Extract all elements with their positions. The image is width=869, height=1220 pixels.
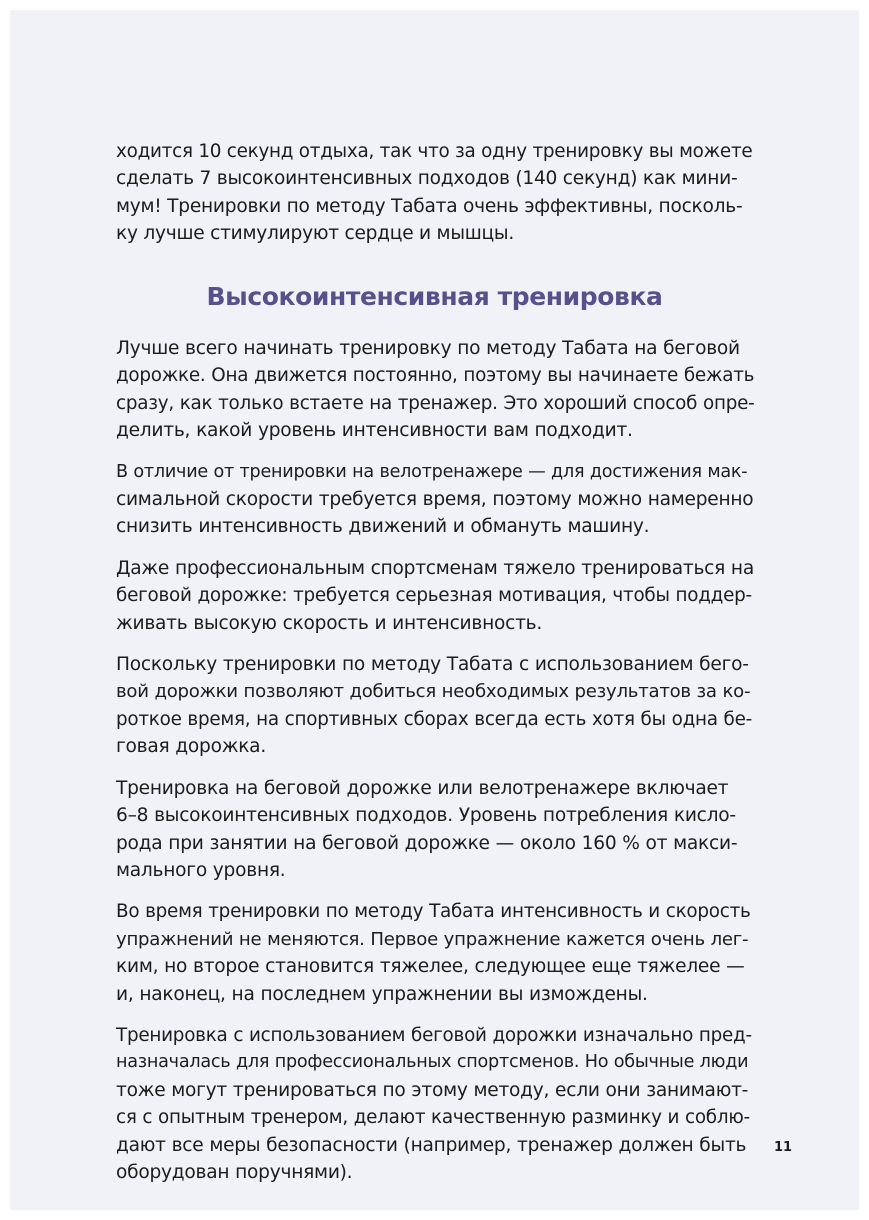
text-line: вой дорожки позволяют добиться необходимых результатов за ко- <box>116 681 751 703</box>
text-line: Тренировка на беговой дорожке или велотренажере включает <box>116 777 729 799</box>
text-line: Поскольку тренировки по методу Табата с использованием бего- <box>116 654 749 676</box>
text-line: говая дорожка. <box>116 736 266 758</box>
text-line: Лучше всего начинать тренировку по методу Табата на беговой <box>116 338 740 359</box>
book-page <box>10 10 859 1210</box>
text-line: ся с опытным тренером, делают качественную разминку и соблю- <box>116 1107 750 1129</box>
paragraph <box>116 651 756 761</box>
text-line: упражнений не меняются. Первое упражнение кажется очень лег- <box>116 928 749 950</box>
text-line: сразу, как только встаете на тренажер. Это хороший способ опре- <box>116 392 755 414</box>
text-line: мального уровня. <box>116 859 286 881</box>
text-line: делить, какой уровень интенсивности вам подходит. <box>116 420 633 442</box>
text-line: мум! Тренировки по методу Табата очень эффективны, посколь- <box>116 195 743 217</box>
text-line: и, наконец, на последнем упражнении вы измождены. <box>116 983 648 1005</box>
section-title: Высокоинтенсивная тренировка <box>206 282 663 311</box>
text-line: рода при занятии на беговой дорожке — около 160 % от макси- <box>116 832 738 854</box>
text-line: Тренировка с использованием беговой дорожки изначально пред- <box>116 1024 752 1046</box>
body-text <box>116 335 756 1200</box>
text-line: ходится 10 секунд отдыха, так что за одну тренировку вы можете <box>116 141 753 162</box>
paragraph <box>116 898 756 1008</box>
text-line: ким, но второе становится тяжелее, следующее еще тяжелее — <box>116 956 745 978</box>
continuation-paragraph <box>116 138 756 248</box>
text-line: Во время тренировки по методу Табата интенсивность и скорость <box>116 901 751 923</box>
text-line: снизить интенсивность движений и обмануть машину. <box>116 516 650 538</box>
text-line: сделать 7 высокоинтенсивных подходов (140 секунд) как мини- <box>116 168 738 190</box>
page-number: 11 <box>774 1140 793 1155</box>
paragraph <box>116 459 756 541</box>
text-line: оборудован поручнями). <box>116 1161 353 1183</box>
text-line: симальной скорости требуется время, поэтому можно намеренно <box>116 489 754 511</box>
paragraph <box>116 335 756 445</box>
text-line: живать высокую скорость и интенсивность. <box>116 612 543 634</box>
text-line: В отличие от тренировки на велотренажере — для достижения мак- <box>116 461 748 482</box>
text-line: 6–8 высокоинтенсивных подходов. Уровень потребления кисло- <box>116 805 736 827</box>
text-line: Даже профессиональным спортсменам тяжело тренироваться на <box>116 557 754 579</box>
text-line: ку лучше стимулируют сердце и мышцы. <box>116 223 515 245</box>
text-line: роткое время, на спортивных сборах всегда есть хотя бы одна бе- <box>116 708 753 730</box>
paragraph <box>116 775 756 885</box>
text-line: назначалась для профессиональных спортсменов. Но обычные люди <box>116 1052 749 1073</box>
paragraph <box>116 1022 756 1186</box>
text-line: беговой дорожке: требуется серьезная мотивация, чтобы поддер- <box>116 585 752 607</box>
text-line: тоже могут тренироваться по этому методу, если они занимают- <box>116 1079 749 1101</box>
text-line: дорожке. Она движется постоянно, поэтому вы начинаете бежать <box>116 365 755 387</box>
text-line: дают все меры безопасности (например, тренажер должен быть <box>116 1134 747 1156</box>
paragraph <box>116 555 756 637</box>
